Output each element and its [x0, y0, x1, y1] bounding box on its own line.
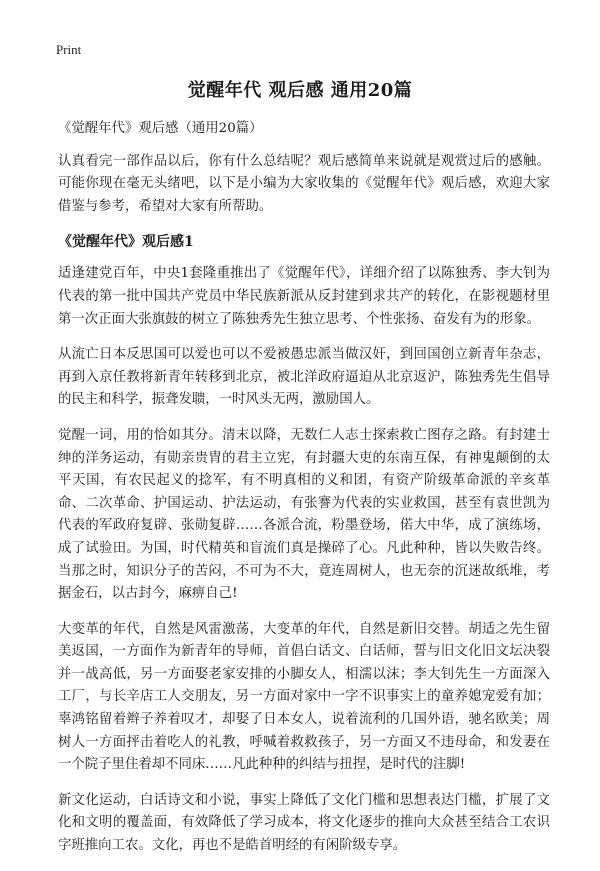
- print-link[interactable]: Print: [56, 42, 82, 57]
- article-subtitle: 《觉醒年代》观后感（通用20篇）: [58, 121, 263, 136]
- body-paragraph: 从流亡日本反思国可以爱也可以不爱被愚忠派当做汉奸，到回国创立新青年杂志，再到入京任教将新青年转移到北京，被北洋政府逼迫从北京返沪，陈独秀先生倡导的民主和科学，振聋发聩，一时风头无两，激励国人。: [58, 347, 550, 408]
- intro-paragraph: 认真看完一部作品以后，你有什么总结呢？观后感简单来说就是观赏过后的感触。可能你现在毫无头绪吧，以下是小编为大家收集的《觉醒年代》观后感，欢迎大家借鉴与参考，希望对大家有所帮助。: [58, 153, 550, 214]
- page-title: 觉醒年代 观后感 通用20篇: [187, 80, 413, 101]
- body-paragraph: 适逢建党百年，中央1套隆重推出了《觉醒年代》，详细介绍了以陈独秀、李大钊为代表的第一批中国共产党员中华民族新派从反封建到求共产的转化，在影视题材里第一次正面大张旗鼓的树立了陈独秀先生独立思考、个性张扬、奋发有为的形象。: [58, 266, 550, 327]
- section-heading: 《觉醒年代》观后感1: [58, 234, 194, 251]
- body-paragraph: 新文化运动，白话诗文和小说，事实上降低了文化门槛和思想表达门槛，扩展了文化和文明的覆盖面，有效降低了学习成本，将文化逐步的推向大众甚至结合工农识字班推向工农。文化，再也不是皓首明经的有闲阶级专享。: [58, 792, 550, 854]
- body-paragraph: 大变革的年代，自然是风雷激荡，大变革的年代，自然是新旧交替。胡适之先生留美返国，一方面作为新青年的导师，首倡白话文、白话师，誓与旧文化旧文坛决裂并一战高低，另一方面娶老家安排的小脚女人，相濡以沫；李大钊先生一方面深入工厂，与长辛店工人交朋友，另一方面对家中一字不识事实上的童养媳宠爱有加；辜鸿铭留着辫子养着叹才，却娶了日本女人，说着流利的几国外语，驰名欧美；周树人一方面抨击着吃人的礼教，呼喊着救救孩子，另一方面又不违母命，和发妻在一个院子里住着却不同床……凡此种种的纠结与扭捏，是时代的注脚!: [58, 621, 550, 773]
- body-paragraph: 觉醒一词，用的恰如其分。清末以降，无数仁人志士探索救亡图存之路。有封建士绅的洋务运动，有勋亲贵胄的君主立宪，有封疆大吏的东南互保，有神鬼颠倒的太平天国，有农民起义的捻军，有不明真相的义和团，有资产阶级革命派的辛亥革命、二次革命、护国运动、护法运动，有张謇为代表的实业救国，甚至有袁世凯为代表的军政府复辟、张勋复辟……各派合流，粉墨登场，偌大中华，成了演练场，成了试验田。为国，时代精英和盲流们真是操碎了心。凡此种种，皆以失败告终。当那之时，知识分子的苦闷，不可为不大，竟连周树人，也无奈的沉迷故纸堆，考据金石，以古封今，麻痹自己!: [58, 427, 550, 602]
- article-body: [58, 118, 550, 871]
